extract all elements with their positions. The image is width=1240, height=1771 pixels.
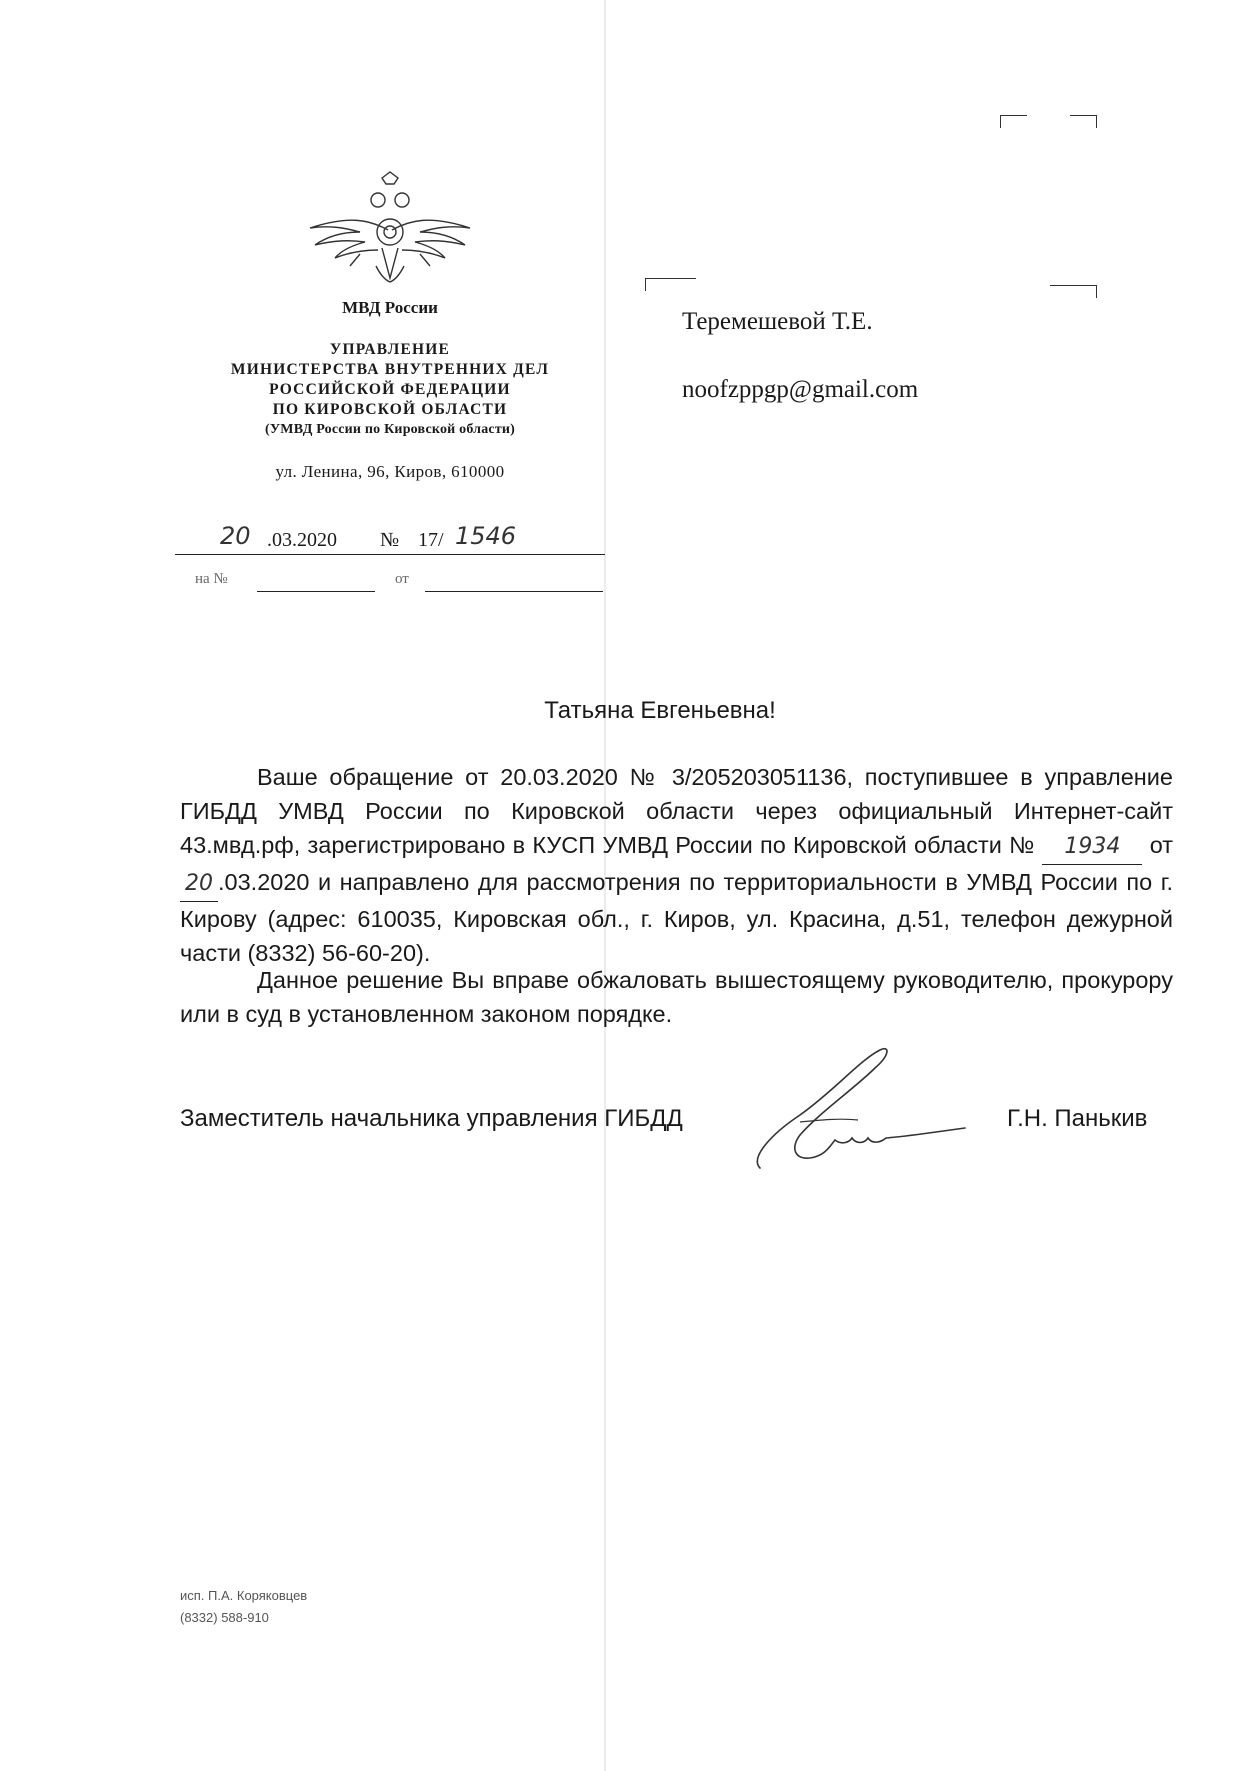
department-line-abbrev: (УМВД России по Кировской области) (264, 422, 516, 437)
department-line: УПРАВЛЕНИЕ (329, 341, 451, 358)
executor-info (180, 1585, 307, 1629)
kusp-number-handwritten: 1934 (1042, 830, 1142, 865)
window-corner-top-right (1070, 115, 1097, 128)
paragraph-text: Ваше обращение от 20.03.2020 № 3/205203051136, поступившее в управление ГИБДД УМВД России по Кировской области через официальный Интернет-сайт 43.мвд.рф, зарегистрировано в КУСП УМВД России по Кировской области № (180, 764, 1173, 858)
department-line: ПО КИРОВСКОЙ ОБЛАСТИ (272, 401, 508, 418)
department-line: МИНИСТЕРСТВА ВНУТРЕННИХ ДЕЛ (230, 361, 550, 378)
paragraph-text: .03.2020 и направлено для рассмотрения по территориальности в УМВД России по г. Кирову (адрес: 610035, Кировская обл., г. Киров, ул. Красина, д.51, телефон дежурной части (8332) 56-60-20). (180, 869, 1173, 966)
addressee-name: Теремешевой Т.Е. (682, 308, 873, 335)
registration-date: .03.2020 (267, 529, 337, 551)
double-headed-eagle-emblem-icon (290, 170, 490, 290)
paragraph-text: от (1149, 832, 1174, 858)
window-corner-bottom-left (645, 278, 696, 291)
registration-day-handwritten: 20 (220, 522, 251, 550)
executor-name: исп. П.А. Коряковцев (180, 1588, 308, 1603)
department-name (175, 340, 605, 440)
kusp-day-handwritten: 20 (180, 867, 218, 902)
letterhead-address: ул. Ленина, 96, Киров, 610000 (275, 462, 505, 481)
body-paragraph-2: Данное решение Вы вправе обжаловать вышестоящему руководителю, прокурору или в суд в установленном законом порядке. (180, 967, 1173, 1027)
window-corner-top-left (1000, 115, 1027, 128)
addressee-email: noofzppgp@gmail.com (682, 376, 919, 403)
executor-phone: (8332) 588-910 (180, 1610, 269, 1625)
handwritten-signature-icon (740, 1040, 970, 1180)
signatory-title: Заместитель начальника управления ГИБДД (180, 1105, 683, 1132)
reference-line (195, 567, 605, 595)
body-paragraph-1 (180, 760, 1173, 970)
reference-from-label: от (395, 571, 409, 587)
registration-number-handwritten: 1546 (455, 522, 517, 550)
reference-number-blank (257, 591, 375, 592)
department-line: РОССИЙСКОЙ ФЕДЕРАЦИИ (269, 381, 511, 398)
registration-line (175, 520, 605, 555)
registration-number-prefix: 17/ (418, 529, 444, 551)
window-corner-bottom-right (1050, 285, 1097, 298)
reference-number-label: на № (195, 571, 228, 587)
signatory-name: Г.Н. Панькив (1007, 1105, 1148, 1132)
salutation: Татьяна Евгеньевна! (544, 697, 776, 724)
reference-date-blank (425, 591, 603, 592)
registration-number-label: № (380, 529, 400, 551)
letterhead (175, 170, 605, 482)
ministry-short-name: МВД России (342, 298, 438, 317)
